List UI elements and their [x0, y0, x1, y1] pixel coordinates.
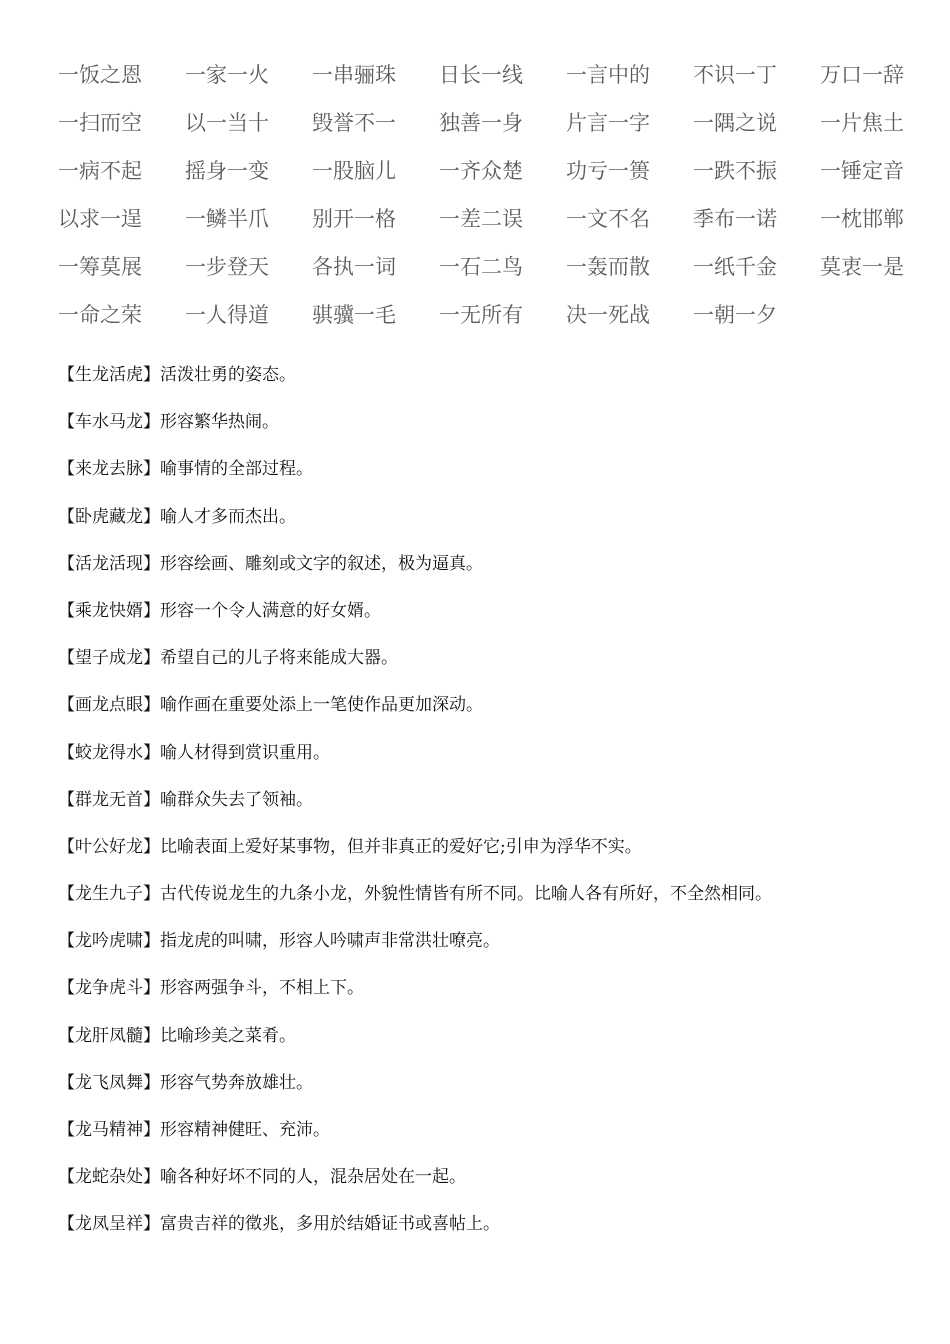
idiom-item: 一片焦土 [820, 111, 904, 135]
idiom-item: 一筹莫展 [58, 255, 142, 279]
definition-term: 【龙生九子】 [58, 884, 160, 905]
idiom-item: 独善一身 [439, 111, 523, 135]
definition-text: 喻事情的全部过程。 [160, 459, 313, 480]
idiom-item: 日长一线 [439, 63, 523, 87]
definition-list [58, 360, 938, 1257]
idiom-item: 以一当十 [185, 111, 269, 135]
definition-text: 比喻珍美之菜肴。 [160, 1025, 296, 1046]
definition-text: 喻人材得到赏识重用。 [160, 742, 330, 763]
definition-text: 古代传说龙生的九条小龙，外貌性情皆有所不同。比喻人各有所好，不全然相同。 [160, 884, 772, 905]
definition-row [58, 1209, 938, 1256]
idiom-item: 万口一辞 [820, 63, 904, 87]
definition-text: 形容一个令人满意的好女婿。 [160, 600, 381, 621]
idiom-item: 一跌不振 [693, 159, 777, 183]
definition-term: 【生龙活虎】 [58, 365, 160, 385]
definition-term: 【龙肝凤髓】 [58, 1025, 160, 1046]
definition-row [58, 926, 938, 973]
definition-row [58, 879, 938, 926]
idiom-item: 一锤定音 [820, 159, 904, 183]
definition-text: 形容绘画、雕刻或文字的叙述，极为逼真。 [160, 553, 483, 574]
idiom-item: 季布一诺 [693, 207, 777, 231]
definition-row [58, 832, 938, 879]
idiom-item: 一轰而散 [566, 255, 650, 279]
definition-row [58, 973, 938, 1020]
idiom-item: 别开一格 [312, 207, 396, 231]
definition-term: 【蛟龙得水】 [58, 742, 160, 763]
definition-term: 【群龙无首】 [58, 789, 160, 810]
idiom-item: 一步登天 [185, 255, 269, 279]
idiom-item: 一鳞半爪 [185, 207, 269, 231]
idiom-item: 一齐众楚 [439, 159, 523, 183]
definition-row [58, 738, 938, 785]
idiom-item: 一股脑儿 [312, 159, 396, 183]
definition-row [58, 1068, 938, 1115]
definition-term: 【叶公好龙】 [58, 836, 160, 857]
definition-row [58, 785, 938, 832]
idiom-item: 决一死战 [566, 303, 650, 327]
definition-text: 活泼壮勇的姿态。 [160, 365, 296, 385]
definition-text: 形容繁华热闹。 [160, 412, 279, 433]
idiom-item: 摇身一变 [185, 159, 269, 183]
definition-term: 【画龙点眼】 [58, 695, 160, 716]
definition-text: 形容精神健旺、充沛。 [160, 1120, 330, 1140]
definition-text: 喻人才多而杰出。 [160, 506, 296, 527]
definition-term: 【卧虎藏龙】 [58, 506, 160, 527]
idiom-item: 一家一火 [185, 63, 269, 87]
definition-term: 【龙凤呈祥】 [58, 1214, 160, 1235]
definition-row [58, 454, 938, 501]
definition-row [58, 690, 938, 737]
definition-row [58, 1021, 938, 1068]
definition-text: 形容两强争斗，不相上下。 [160, 978, 364, 999]
idiom-item: 一差二误 [439, 207, 523, 231]
idiom-item: 一朝一夕 [693, 303, 777, 327]
idiom-item: 莫衷一是 [820, 255, 904, 279]
idiom-item: 一无所有 [439, 303, 523, 327]
definition-text: 形容气势奔放雄壮。 [160, 1072, 313, 1093]
definition-row [58, 502, 938, 549]
idiom-item: 一人得道 [185, 303, 269, 327]
idiom-item: 一病不起 [58, 159, 142, 183]
definition-text: 喻作画在重要处添上一笔使作品更加深动。 [160, 695, 483, 716]
definition-row [58, 643, 938, 690]
idiom-item: 一串骊珠 [312, 63, 396, 87]
idiom-item: 各执一词 [312, 255, 396, 279]
definition-row [58, 1162, 938, 1209]
definition-row [58, 549, 938, 596]
definition-term: 【龙争虎斗】 [58, 978, 160, 999]
definition-text: 指龙虎的叫啸，形容人吟啸声非常洪壮嘹亮。 [160, 931, 500, 952]
idiom-item: 一枕邯郸 [820, 207, 904, 231]
idiom-item: 一言中的 [566, 63, 650, 87]
definition-term: 【乘龙快婿】 [58, 600, 160, 621]
definition-text: 喻群众失去了领袖。 [160, 789, 313, 810]
idiom-item: 一文不名 [566, 207, 650, 231]
idiom-item: 一石二鸟 [439, 255, 523, 279]
definition-text: 富贵吉祥的徵兆，多用於结婚证书或喜帖上。 [160, 1214, 500, 1235]
idiom-grid [58, 60, 938, 348]
definition-row [58, 407, 938, 454]
definition-term: 【活龙活现】 [58, 553, 160, 574]
definition-text: 希望自己的儿子将来能成大器。 [160, 648, 398, 669]
definition-term: 【车水马龙】 [58, 412, 160, 433]
idiom-item: 一扫而空 [58, 111, 142, 135]
definition-row [58, 596, 938, 643]
definition-text: 喻各种好坏不同的人，混杂居处在一起。 [160, 1167, 466, 1188]
definition-term: 【龙蛇杂处】 [58, 1167, 160, 1188]
definition-term: 【望子成龙】 [58, 648, 160, 669]
idiom-item: 以求一逞 [58, 207, 142, 231]
idiom-item: 毁誉不一 [312, 111, 396, 135]
definition-term: 【龙吟虎啸】 [58, 931, 160, 952]
idiom-item: 不识一丁 [693, 63, 777, 87]
definition-term: 【龙马精神】 [58, 1120, 160, 1140]
idiom-item: 片言一字 [566, 111, 650, 135]
idiom-item: 骐骥一毛 [312, 303, 396, 327]
definition-row [58, 1115, 938, 1162]
idiom-item: 一纸千金 [693, 255, 777, 279]
definition-term: 【龙飞凤舞】 [58, 1072, 160, 1093]
definition-term: 【来龙去脉】 [58, 459, 160, 480]
idiom-item: 一隅之说 [693, 111, 777, 135]
definition-text: 比喻表面上爱好某事物，但并非真正的爱好它;引申为浮华不实。 [160, 836, 642, 857]
idiom-item: 一命之荣 [58, 303, 142, 327]
idiom-item: 一饭之恩 [58, 63, 142, 87]
idiom-item: 功亏一篑 [566, 159, 650, 183]
definition-row [58, 360, 938, 407]
